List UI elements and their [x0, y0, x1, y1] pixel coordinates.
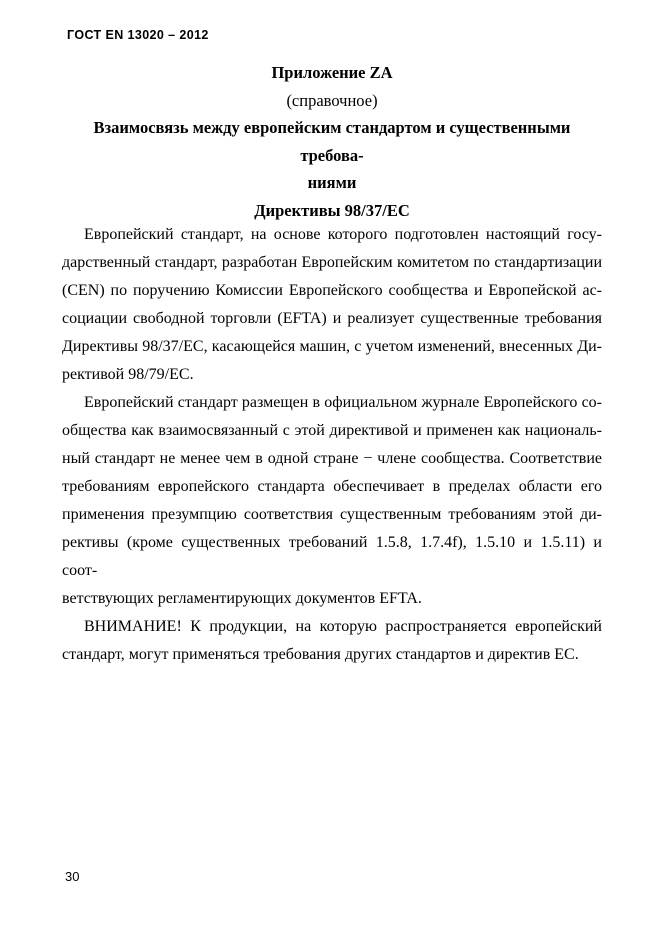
appendix-title-block — [62, 59, 602, 224]
paragraph-line: общества как взаимосвязанный с этой директивой и применен как националь- — [62, 422, 602, 439]
appendix-main-title-line-1: Взаимосвязь между европейским стандартом и существенными требова- — [93, 118, 571, 165]
paragraph-line: ВНИМАНИЕ! К продукции, на которую распространяется европейский — [84, 618, 602, 635]
paragraph — [62, 389, 602, 613]
appendix-subtitle: (справочное) — [286, 90, 378, 110]
document-body — [62, 221, 602, 669]
paragraph-line: Директивы 98/37/ЕС, касающейся машин, с учетом изменений, внесенных Ди- — [62, 338, 602, 355]
paragraph — [62, 613, 602, 669]
paragraph — [62, 221, 602, 389]
paragraph-line: применения презумпцию соответствия существенным требованиям этой ди- — [62, 506, 602, 523]
paragraph-line: (CEN) по поручению Комиссии Европейского сообщества и Европейской ас- — [62, 282, 602, 299]
paragraph-line: рективы (кроме существенных требований 1.5.8, 1.7.4f), 1.5.10 и 1.5.11) и соот- — [62, 534, 602, 579]
paragraph-line: Европейский стандарт, на основе которого подготовлен настоящий госу- — [84, 226, 602, 243]
appendix-title: Приложение ZA — [271, 63, 393, 82]
paragraph-line: рективой 98/79/ЕС. — [62, 366, 194, 383]
paragraph-line: дарственный стандарт, разработан Европейским комитетом по стандартизации — [62, 254, 602, 271]
paragraph-line: ный стандарт не менее чем в одной стране − члене сообщества. Соответствие — [62, 450, 602, 467]
page-number: 30 — [65, 869, 80, 884]
paragraph-line: Европейский стандарт размещен в официальном журнале Европейского со- — [84, 394, 602, 411]
document-header: ГОСТ EN 13020 – 2012 — [67, 28, 209, 42]
directive-title: Директивы 98/37/ЕС — [254, 200, 410, 220]
paragraph-line: социации свободной торговли (EFTA) и реализует существенные требования — [62, 310, 602, 327]
paragraph-line: ветствующих регламентирующих документов EFTA. — [62, 590, 422, 607]
appendix-main-title-line-2: ниями — [307, 173, 357, 192]
paragraph-line: стандарт, могут применяться требования других стандартов и директив ЕС. — [62, 646, 579, 663]
paragraph-line: требованиям европейского стандарта обеспечивает в пределах области его — [62, 478, 602, 495]
